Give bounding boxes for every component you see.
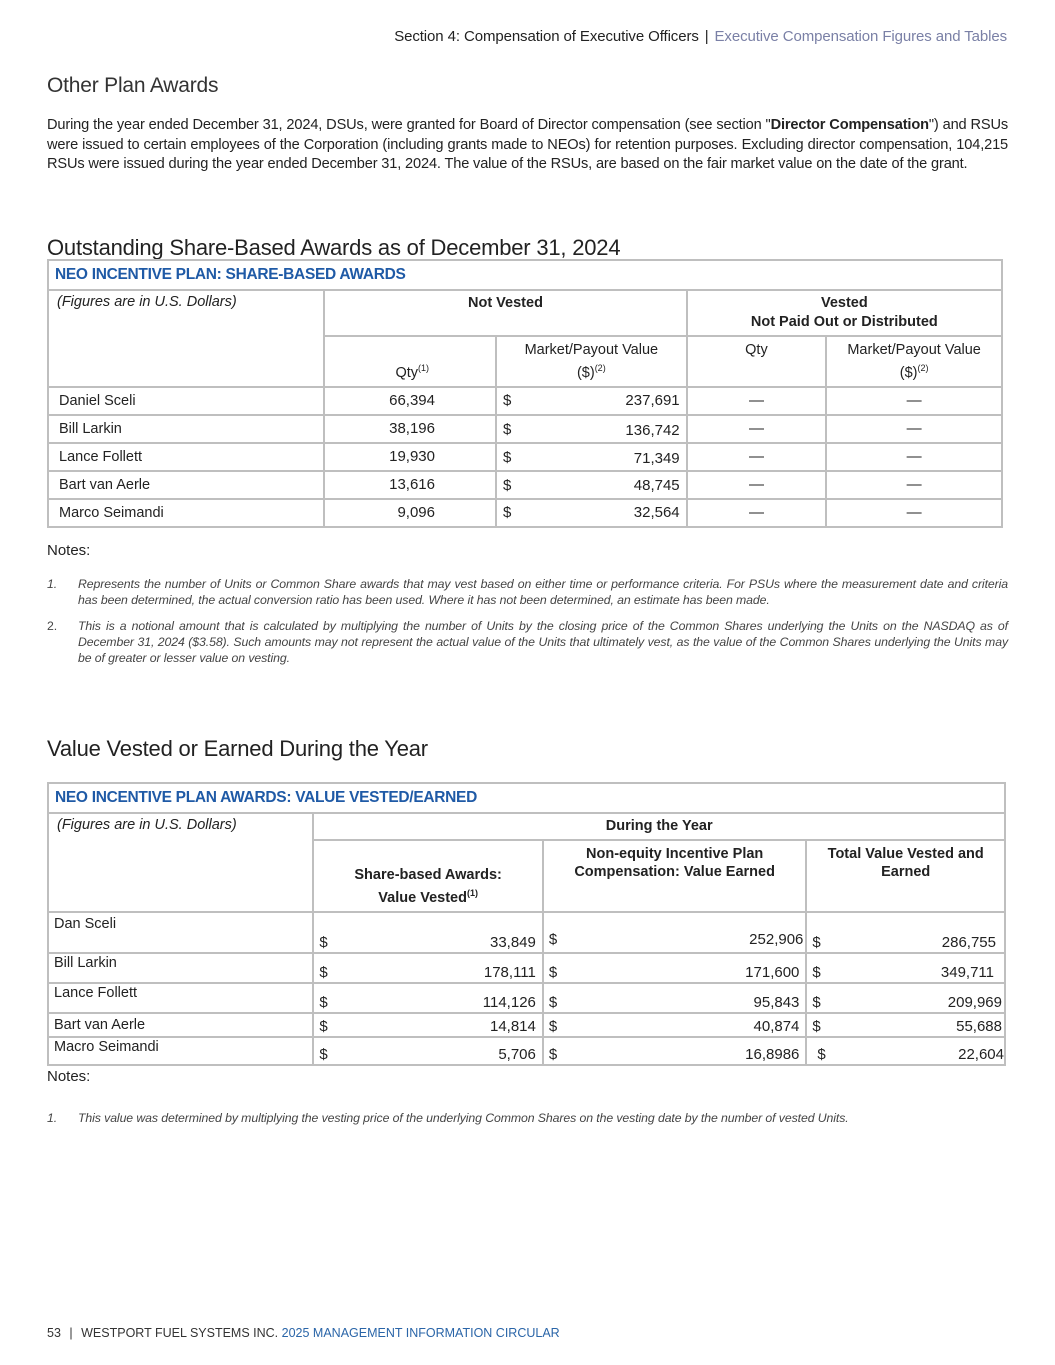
row-vested-qty: — bbox=[687, 443, 827, 471]
row-name: Macro Seimandi bbox=[48, 1037, 313, 1065]
row-non-equity: $ 171,600 bbox=[543, 953, 807, 983]
row-vested-value: — bbox=[826, 443, 1002, 471]
table-row bbox=[48, 387, 1002, 415]
table-row bbox=[48, 471, 1002, 499]
row-total: $ 286,755 bbox=[806, 912, 1005, 953]
row-share-based: $ 114,126 bbox=[313, 983, 542, 1013]
note-number: 2. bbox=[47, 619, 58, 633]
note-text: Represents the number of Units or Common Share awards that may vest based on either time or performance criteria. For PSUs where the measurement date and criteria has been determined, the actual conversion ratio has been used. Where it has not been determined, an estimate has been made. bbox=[78, 577, 1008, 607]
note-number: 1. bbox=[47, 1111, 58, 1125]
row-non-equity: $ 16,8986 bbox=[543, 1037, 807, 1065]
row-total: $ 22,604 bbox=[806, 1037, 1005, 1065]
note-text: This is a notional amount that is calculated by multiplying the number of Units by the closing price of the Common Shares underlying the Units on the NASDAQ as of December 31, 2024 ($3.58). Such amounts may not represent the actual value of the Units that ultimately vest, as the value of the Common Shares underlying the Units may be of greater or lesser value on vesting. bbox=[78, 619, 1008, 665]
header-vested bbox=[687, 290, 1002, 336]
other-plan-awards-paragraph bbox=[47, 116, 1008, 175]
row-qty: 19,930 bbox=[324, 443, 496, 471]
row-name: Marco Seimandi bbox=[48, 499, 324, 527]
header-subsection: Executive Compensation Figures and Tables bbox=[714, 28, 1007, 45]
row-value: $ 48,745 bbox=[496, 471, 687, 499]
footer-separator: | bbox=[69, 1326, 73, 1340]
header-during-year: During the Year bbox=[313, 813, 1005, 840]
row-share-based: $ 33,849 bbox=[313, 912, 542, 953]
row-value: $ 136,742 bbox=[496, 415, 687, 443]
row-value: $ 237,691 bbox=[496, 387, 687, 415]
notes-label: Notes: bbox=[47, 542, 91, 559]
row-value: $ 32,564 bbox=[496, 499, 687, 527]
header-vested-line2: Not Paid Out or Distributed bbox=[750, 314, 938, 330]
row-vested-value: — bbox=[826, 415, 1002, 443]
value-vested-table bbox=[47, 782, 1006, 1066]
row-total: $ 209,969 bbox=[806, 983, 1005, 1013]
table-row bbox=[48, 415, 1002, 443]
row-total: $ 349,711 bbox=[806, 953, 1005, 983]
table-title: NEO INCENTIVE PLAN AWARDS: VALUE VESTED/EARNED bbox=[48, 783, 1005, 813]
row-vested-qty: — bbox=[687, 499, 827, 527]
para-text-1: During the year ended December 31, 2024, DSUs, were granted for Board of Director compensation (see section " bbox=[47, 117, 771, 133]
row-qty: 38,196 bbox=[324, 415, 496, 443]
value-vested-section-title: Value Vested or Earned During the Year bbox=[47, 736, 428, 761]
table-row bbox=[48, 983, 1005, 1013]
footer-document: 2025 MANAGEMENT INFORMATION CIRCULAR bbox=[281, 1326, 560, 1340]
row-name: Bart van Aerle bbox=[48, 1013, 313, 1037]
col-header-non-equity: Non-equity Incentive Plan Compensation: Value Earned bbox=[543, 840, 807, 912]
row-total: $ 55,688 bbox=[806, 1013, 1005, 1037]
row-share-based: $ 14,814 bbox=[313, 1013, 542, 1037]
footer-company: WESTPORT FUEL SYSTEMS INC. bbox=[81, 1326, 279, 1340]
header-not-vested: Not Vested bbox=[324, 290, 686, 336]
note-text: This value was determined by multiplying the vesting price of the underlying Common Shares on the vesting date by the number of vested Units. bbox=[78, 1111, 849, 1125]
row-value: $ 71,349 bbox=[496, 443, 687, 471]
row-name: Daniel Sceli bbox=[48, 387, 324, 415]
note-1 bbox=[47, 576, 1008, 608]
row-vested-qty: — bbox=[687, 415, 827, 443]
row-vested-value: — bbox=[826, 499, 1002, 527]
row-share-based: $ 5,706 bbox=[313, 1037, 542, 1065]
share-based-section-title: Outstanding Share-Based Awards as of December 31, 2024 bbox=[47, 235, 621, 260]
row-vested-qty: — bbox=[687, 387, 827, 415]
note-number: 1. bbox=[47, 577, 58, 591]
col-header-share-based: Share-based Awards: Value Vested$^{(1)}$ bbox=[313, 840, 542, 912]
row-qty: 66,394 bbox=[324, 387, 496, 415]
row-non-equity: $ 252,906 bbox=[543, 912, 807, 953]
col-header-market-value: Market/Payout Value ($)$^{(2)}$ bbox=[496, 336, 687, 387]
figures-note: (Figures are in U.S. Dollars) bbox=[48, 290, 324, 387]
header-vested-line1: Vested bbox=[820, 295, 868, 311]
page-header bbox=[394, 28, 1007, 45]
table-title: NEO INCENTIVE PLAN: SHARE-BASED AWARDS bbox=[48, 260, 1002, 290]
col-header-total: Total Value Vested and Earned bbox=[806, 840, 1005, 912]
other-plan-awards-title: Other Plan Awards bbox=[47, 74, 219, 97]
row-qty: 9,096 bbox=[324, 499, 496, 527]
col-header-qty: Qty$^{(1)}$ bbox=[324, 336, 496, 387]
table-row bbox=[48, 443, 1002, 471]
share-based-awards-table bbox=[47, 259, 1003, 528]
para-text-2: ") and RSUs were issued to certain employees of the Corporation (including grants made to NEOs) for retention purposes. Excluding director compensation, 104,215 RSUs were issued during the year ended December 31, 2024. The value of the RSUs, are based on the fair market value on the date of the grant. bbox=[47, 117, 1008, 172]
row-non-equity: $ 95,843 bbox=[543, 983, 807, 1013]
row-qty: 13,616 bbox=[324, 471, 496, 499]
figures-note: (Figures are in U.S. Dollars) bbox=[48, 813, 313, 912]
table-row bbox=[48, 912, 1005, 953]
row-vested-value: — bbox=[826, 471, 1002, 499]
note-vested-1 bbox=[47, 1110, 1008, 1126]
header-section: Section 4: Compensation of Executive Officers bbox=[394, 28, 699, 45]
row-vested-value: — bbox=[826, 387, 1002, 415]
row-share-based: $ 178,111 bbox=[313, 953, 542, 983]
page-footer bbox=[47, 1326, 560, 1340]
col-header-vested-market-value: Market/Payout Value ($)$^{(2)}$ bbox=[826, 336, 1002, 387]
row-non-equity: $ 40,874 bbox=[543, 1013, 807, 1037]
row-name: Bill Larkin bbox=[48, 415, 324, 443]
director-compensation-reference: Director Compensation bbox=[770, 117, 929, 133]
table-row bbox=[48, 1037, 1005, 1065]
table-row bbox=[48, 953, 1005, 983]
page-number: 53 bbox=[47, 1326, 61, 1340]
note-2 bbox=[47, 618, 1008, 666]
col-header-vested-qty: Qty bbox=[687, 336, 827, 387]
table-row bbox=[48, 1013, 1005, 1037]
row-name: Lance Follett bbox=[48, 983, 313, 1013]
notes-label-2: Notes: bbox=[47, 1068, 91, 1085]
table-row bbox=[48, 499, 1002, 527]
header-separator: | bbox=[704, 28, 709, 45]
row-name: Lance Follett bbox=[48, 443, 324, 471]
row-vested-qty: — bbox=[687, 471, 827, 499]
row-name: Bill Larkin bbox=[48, 953, 313, 983]
row-name: Bart van Aerle bbox=[48, 471, 324, 499]
row-name: Dan Sceli bbox=[48, 912, 313, 953]
